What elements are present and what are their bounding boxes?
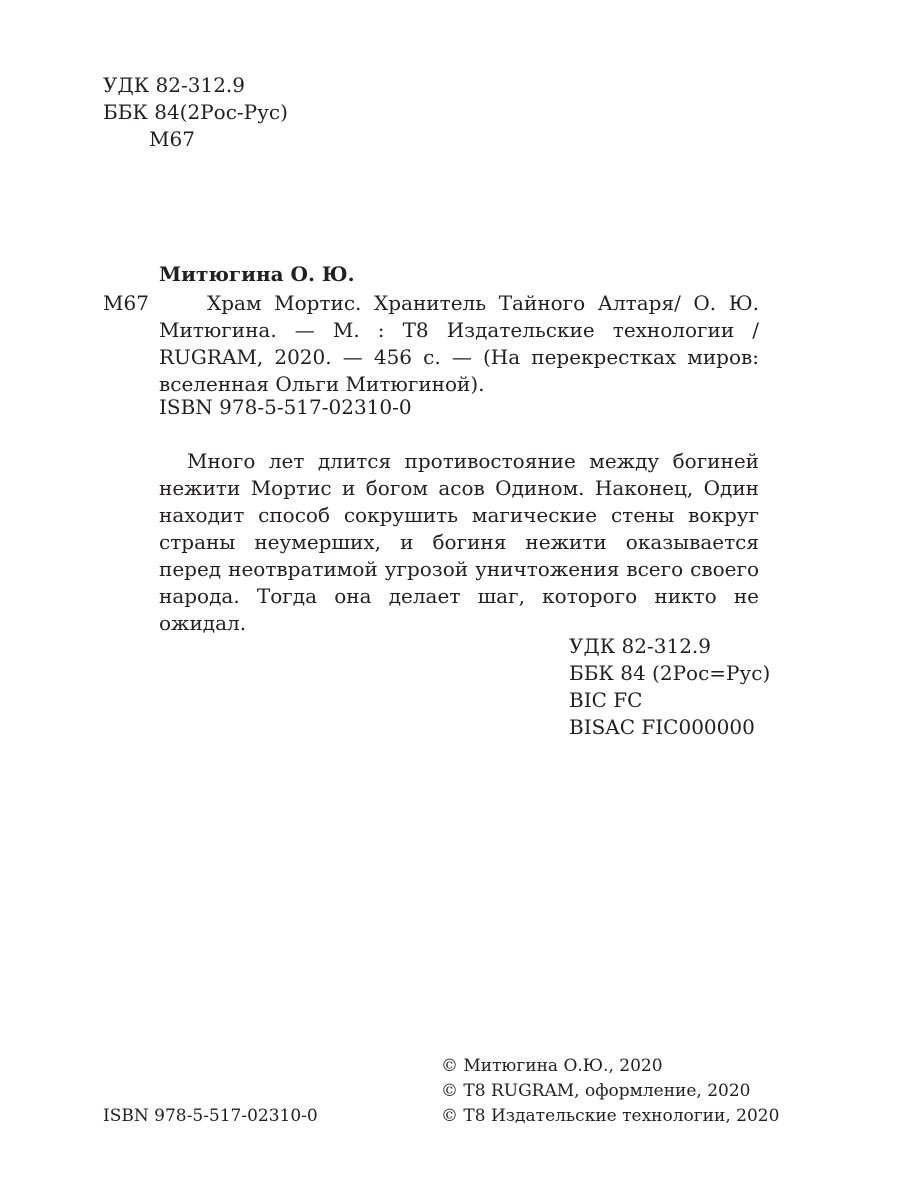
copyright-design: © Т8 RUGRAM, оформление, 2020 — [441, 1081, 751, 1101]
copyright-author: © Митюгина О.Ю., 2020 — [441, 1056, 663, 1076]
header-bbk: ББК 84(2Рос-Рус) — [103, 100, 288, 124]
record-author: Митюгина О. Ю. — [159, 262, 355, 286]
class-bbk: ББК 84 (2Рос=Рус) — [569, 661, 771, 685]
header-author-sign: М67 — [149, 127, 195, 151]
record-isbn: ISBN 978-5-517-02310-0 — [159, 395, 412, 419]
record-sign: М67 — [103, 291, 149, 315]
class-bisac: BISAC FIC000000 — [569, 715, 755, 739]
annotation: Много лет длится противостояние между богиней нежити Мортис и богом асов Одином. Наконец, Один находит способ сокрушить магические стены вокруг страны неумерших, и богиня нежити оказывается перед неотвратимой угрозой уничтожения всего своего народа. Тогда она делает шаг, которого никто не ожидал. — [159, 449, 759, 635]
footer-isbn: ISBN 978-5-517-02310-0 — [103, 1106, 318, 1126]
header-udk: УДК 82-312.9 — [103, 73, 246, 97]
class-udk: УДК 82-312.9 — [569, 634, 712, 658]
record-description: Храм Мортис. Хранитель Тайного Алтаря/ О. Ю. Митюгина. — М. : Т8 Издательские технологии / RUGRAM, 2020. — 456 с. — (На перекрестках миров: вселенная Ольги Митюгиной). — [159, 291, 759, 396]
class-bic: BIC FC — [569, 688, 643, 712]
copyright-publisher: © Т8 Издательские технологии, 2020 — [441, 1106, 780, 1126]
